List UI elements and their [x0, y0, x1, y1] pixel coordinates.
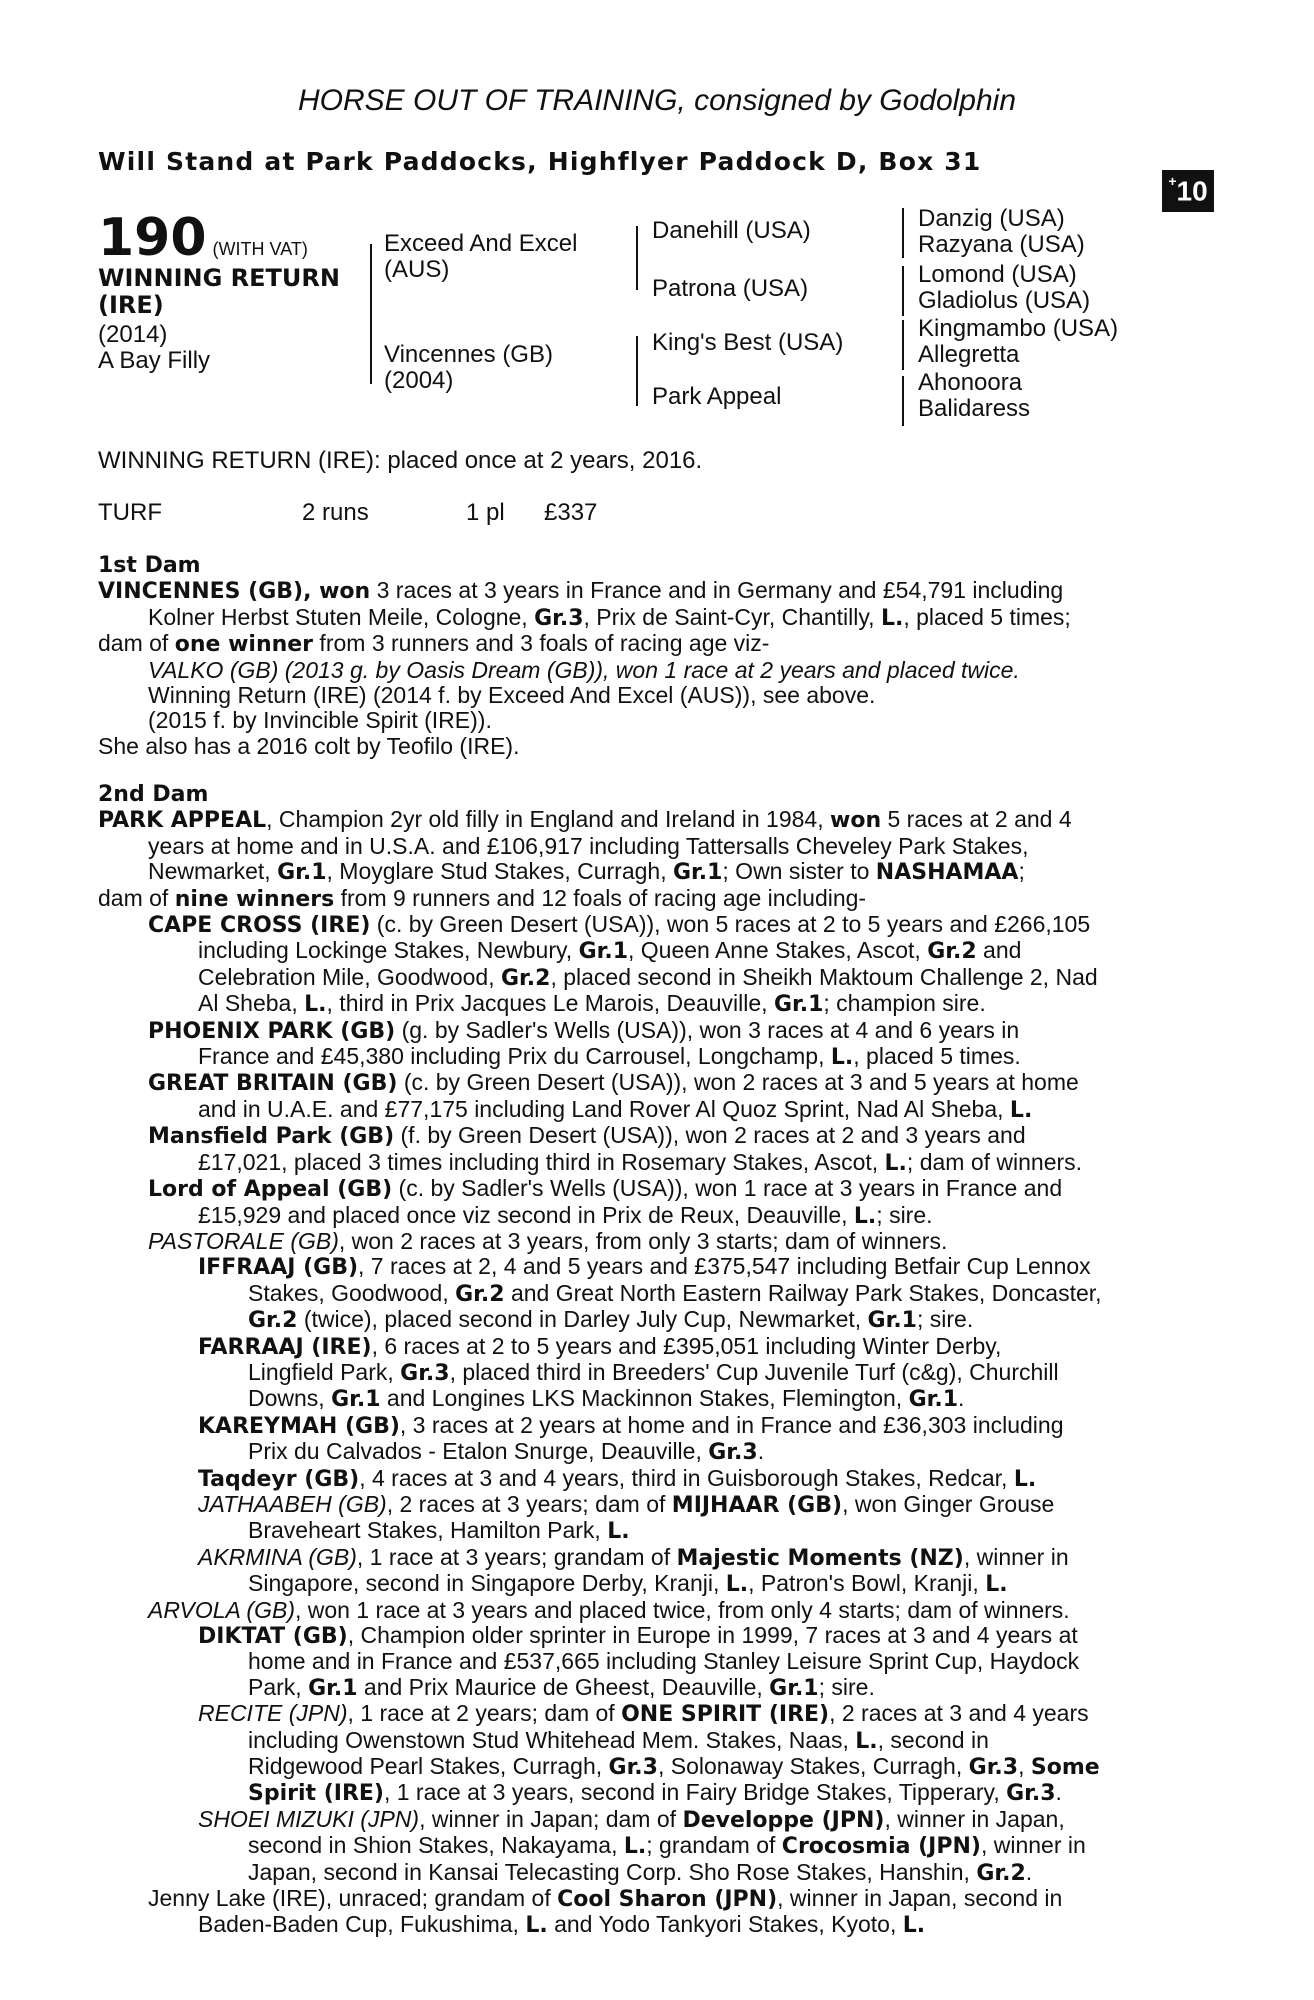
- second-dam-line: Stakes, Goodwood, Gr.2 and Great North Eastern Railway Park Stakes, Doncaster,: [248, 1279, 1102, 1307]
- second-dam-line: Lingfield Park, Gr.3, placed third in Breeders' Cup Juvenile Turf (c&g), Churchill: [248, 1358, 1059, 1386]
- first-dam-line: She also has a 2016 colt by Teofilo (IRE).: [98, 732, 520, 759]
- second-dam-line: years at home and in U.S.A. and £106,917 including Tattersalls Cheveley Park Stakes,: [148, 832, 1029, 859]
- first-dam-section: [98, 553, 1194, 759]
- second-dam-line: JATHAABEH (GB), 2 races at 3 years; dam of MIJHAAR (GB), won Ginger Grouse: [198, 1490, 1055, 1518]
- second-dam-line: dam of nine winners from 9 runners and 12 foals of racing age including-: [98, 884, 867, 912]
- pedigree-brace: [370, 244, 372, 384]
- second-dam-line: RECITE (JPN), 1 race at 2 years; dam of ONE SPIRIT (IRE), 2 races at 3 and 4 years: [198, 1700, 1089, 1728]
- second-dam-line: FARRAAJ (IRE), 6 races at 2 to 5 years and £395,051 including Winter Derby,: [198, 1332, 1002, 1360]
- second-dam-line: PARK APPEAL, Champion 2yr old filly in England and Ireland in 1984, won 5 races at 2 and 4: [98, 806, 1072, 834]
- pedigree-brace: [636, 336, 638, 406]
- pedigree-ggs-1: Danzig (USA) Razyana (USA): [918, 205, 1085, 258]
- second-dam-line: second in Shion Stakes, Nakayama, L.; grandam of Crocosmia (JPN), winner in: [248, 1832, 1086, 1860]
- pedigree-sire-sire: Danehill (USA): [652, 217, 811, 244]
- turf-runs: 2 runs: [302, 499, 369, 526]
- page-badge: [1162, 170, 1214, 212]
- second-dam-line: Jenny Lake (IRE), unraced; grandam of Cool Sharon (JPN), winner in Japan, second in: [148, 1885, 1063, 1913]
- second-dam-line: France and £45,380 including Prix du Carrousel, Longchamp, L., placed 5 times.: [198, 1043, 1021, 1071]
- second-dam-line: CAPE CROSS (IRE) (c. by Green Desert (USA)), won 5 races at 2 to 5 years and £266,105: [148, 911, 1091, 939]
- pedigree-ggs-4: Ahonoora Balidaress: [918, 369, 1031, 422]
- second-dam-line: Taqdeyr (GB), 4 races at 3 and 4 years, third in Guisborough Stakes, Redcar, L.: [198, 1464, 1037, 1492]
- horse-name-block: [98, 265, 340, 319]
- second-dam-line: SHOEI MIZUKI (JPN), winner in Japan; dam of Developpe (JPN), winner in Japan,: [198, 1805, 1065, 1833]
- second-dam-section: [98, 782, 1194, 1939]
- second-dam-line: Newmarket, Gr.1, Moyglare Stud Stakes, Curragh, Gr.1; Own sister to NASHAMAA;: [148, 858, 1025, 886]
- first-dam-line: Kolner Herbst Stuten Meile, Cologne, Gr.3, Prix de Saint-Cyr, Chantilly, L., placed 5 times;: [148, 603, 1071, 631]
- pedigree-sire: Exceed And Excel (AUS): [384, 230, 578, 283]
- second-dam-line: ARVOLA (GB), won 1 race at 3 years and placed twice, from only 4 starts; dam of winners.: [148, 1596, 1070, 1623]
- badge-plus: +: [1168, 173, 1177, 189]
- second-dam-line: Singapore, second in Singapore Derby, Kranji, L., Patron's Bowl, Kranji, L.: [248, 1570, 1008, 1598]
- second-dam-line: IFFRAAJ (GB), 7 races at 2, 4 and 5 years and £375,547 including Betfair Cup Lennox: [198, 1253, 1091, 1281]
- first-dam-line: (2015 f. by Invincible Spirit (IRE)).: [148, 707, 492, 734]
- pedigree-brace: [902, 320, 904, 370]
- first-dam-line: dam of one winner from 3 runners and 3 foals of racing age viz-: [98, 630, 770, 658]
- second-dam-line: including Lockinge Stakes, Newbury, Gr.1, Queen Anne Stakes, Ascot, Gr.2 and: [198, 937, 1022, 965]
- second-dam-line: Gr.2 (twice), placed second in Darley July Cup, Newmarket, Gr.1; sire.: [248, 1306, 974, 1334]
- race-summary: WINNING RETURN (IRE): placed once at 2 years, 2016.: [98, 447, 703, 474]
- lot-number: 190: [98, 208, 207, 268]
- second-dam-line: including Owenstown Stud Whitehead Mem. Stakes, Naas, L., second in: [248, 1726, 989, 1754]
- stand-location: Will Stand at Park Paddocks, Highflyer Paddock D, Box 31: [98, 147, 982, 176]
- second-dam-line: Mansfield Park (GB) (f. by Green Desert (USA)), won 2 races at 2 and 3 years and: [148, 1122, 1026, 1150]
- turf-placed: 1 pl: [466, 499, 505, 526]
- second-dam-line: Lord of Appeal (GB) (c. by Sadler's Wells (USA)), won 1 race at 3 years in France and: [148, 1175, 1063, 1203]
- second-dam-line: GREAT BRITAIN (GB) (c. by Green Desert (USA)), won 2 races at 3 and 5 years at home: [148, 1069, 1079, 1097]
- second-dam-line: Braveheart Stakes, Hamilton Park, L.: [248, 1517, 630, 1545]
- pedigree-dam-sire: King's Best (USA): [652, 329, 844, 356]
- pedigree-brace: [902, 376, 904, 426]
- horse-country: (IRE): [98, 291, 164, 319]
- pedigree-brace: [902, 208, 904, 258]
- pedigree-dam-dam: Park Appeal: [652, 383, 782, 410]
- second-dam-line: Spirit (IRE), 1 race at 3 years, second in Fairy Bridge Stakes, Tipperary, Gr.3.: [248, 1779, 1062, 1807]
- second-dam-line: Downs, Gr.1 and Longines LKS Mackinnon Stakes, Flemington, Gr.1.: [248, 1385, 965, 1413]
- second-dam-line: Park, Gr.1 and Prix Maurice de Gheest, Deauville, Gr.1; sire.: [248, 1673, 875, 1701]
- second-dam-line: Prix du Calvados - Etalon Snurge, Deauville, Gr.3.: [248, 1438, 765, 1466]
- second-dam-line: Baden-Baden Cup, Fukushima, L. and Yodo Tankyori Stakes, Kyoto, L.: [198, 1911, 926, 1939]
- second-dam-line: PHOENIX PARK (GB) (g. by Sadler's Wells (USA)), won 3 races at 4 and 6 years in: [148, 1016, 1020, 1044]
- second-dam-line: £15,929 and placed once viz second in Prix de Reux, Deauville, L.; sire.: [198, 1201, 933, 1229]
- pedigree-brace: [902, 266, 904, 316]
- second-dam-line: AKRMINA (GB), 1 race at 3 years; grandam of Majestic Moments (NZ), winner in: [198, 1543, 1069, 1571]
- second-dam-line: Ridgewood Pearl Stakes, Curragh, Gr.3, Solonaway Stakes, Curragh, Gr.3, Some: [248, 1753, 1100, 1781]
- horse-year: (2014): [98, 321, 168, 348]
- pedigree-brace: [636, 226, 638, 290]
- pedigree-ggs-3: Kingmambo (USA) Allegretta: [918, 315, 1119, 368]
- lot-number-block: [98, 208, 308, 268]
- first-dam-heading: 1st Dam: [98, 553, 201, 578]
- horse-name: WINNING RETURN: [98, 264, 340, 292]
- second-dam-heading: 2nd Dam: [98, 782, 209, 807]
- first-dam-line: VALKO (GB) (2013 g. by Oasis Dream (GB)), won 1 race at 2 years and placed twice.: [148, 656, 1020, 683]
- pedigree-sire-dam: Patrona (USA): [652, 275, 809, 302]
- second-dam-line: DIKTAT (GB), Champion older sprinter in Europe in 1999, 7 races at 3 and 4 years at: [198, 1622, 1078, 1649]
- first-dam-line: VINCENNES (GB), won 3 races at 3 years in France and in Germany and £54,791 including: [98, 577, 1064, 605]
- second-dam-line: and in U.A.E. and £77,175 including Land Rover Al Quoz Sprint, Nad Al Sheba, L.: [198, 1095, 1033, 1123]
- vat-note: (WITH VAT): [212, 239, 308, 259]
- pedigree-dam: Vincennes (GB) (2004): [384, 341, 553, 394]
- turf-earnings: £337: [544, 499, 598, 526]
- first-dam-line: Winning Return (IRE) (2014 f. by Exceed And Excel (AUS)), see above.: [148, 682, 876, 709]
- second-dam-line: Japan, second in Kansai Telecasting Corp. Sho Rose Stakes, Hanshin, Gr.2.: [248, 1858, 1033, 1886]
- second-dam-line: home and in France and £537,665 including Stanley Leisure Sprint Cup, Haydock: [248, 1648, 1080, 1675]
- second-dam-line: Al Sheba, L., third in Prix Jacques Le Marois, Deauville, Gr.1; champion sire.: [198, 990, 986, 1018]
- badge-number: 10: [1176, 175, 1208, 207]
- second-dam-line: PASTORALE (GB), won 2 races at 3 years, from only 3 starts; dam of winners.: [148, 1227, 948, 1254]
- turf-label: TURF: [98, 499, 162, 526]
- second-dam-line: KAREYMAH (GB), 3 races at 2 years at home and in France and £36,303 including: [198, 1411, 1064, 1439]
- horse-description: A Bay Filly: [98, 347, 211, 374]
- pedigree-ggs-2: Lomond (USA) Gladiolus (USA): [918, 261, 1091, 314]
- second-dam-line: Celebration Mile, Goodwood, Gr.2, placed second in Sheikh Maktoum Challenge 2, Nad: [198, 963, 1098, 991]
- page-heading: HORSE OUT OF TRAINING, consigned by Godolphin: [297, 84, 1017, 117]
- second-dam-line: £17,021, placed 3 times including third in Rosemary Stakes, Ascot, L.; dam of winners.: [198, 1148, 1083, 1176]
